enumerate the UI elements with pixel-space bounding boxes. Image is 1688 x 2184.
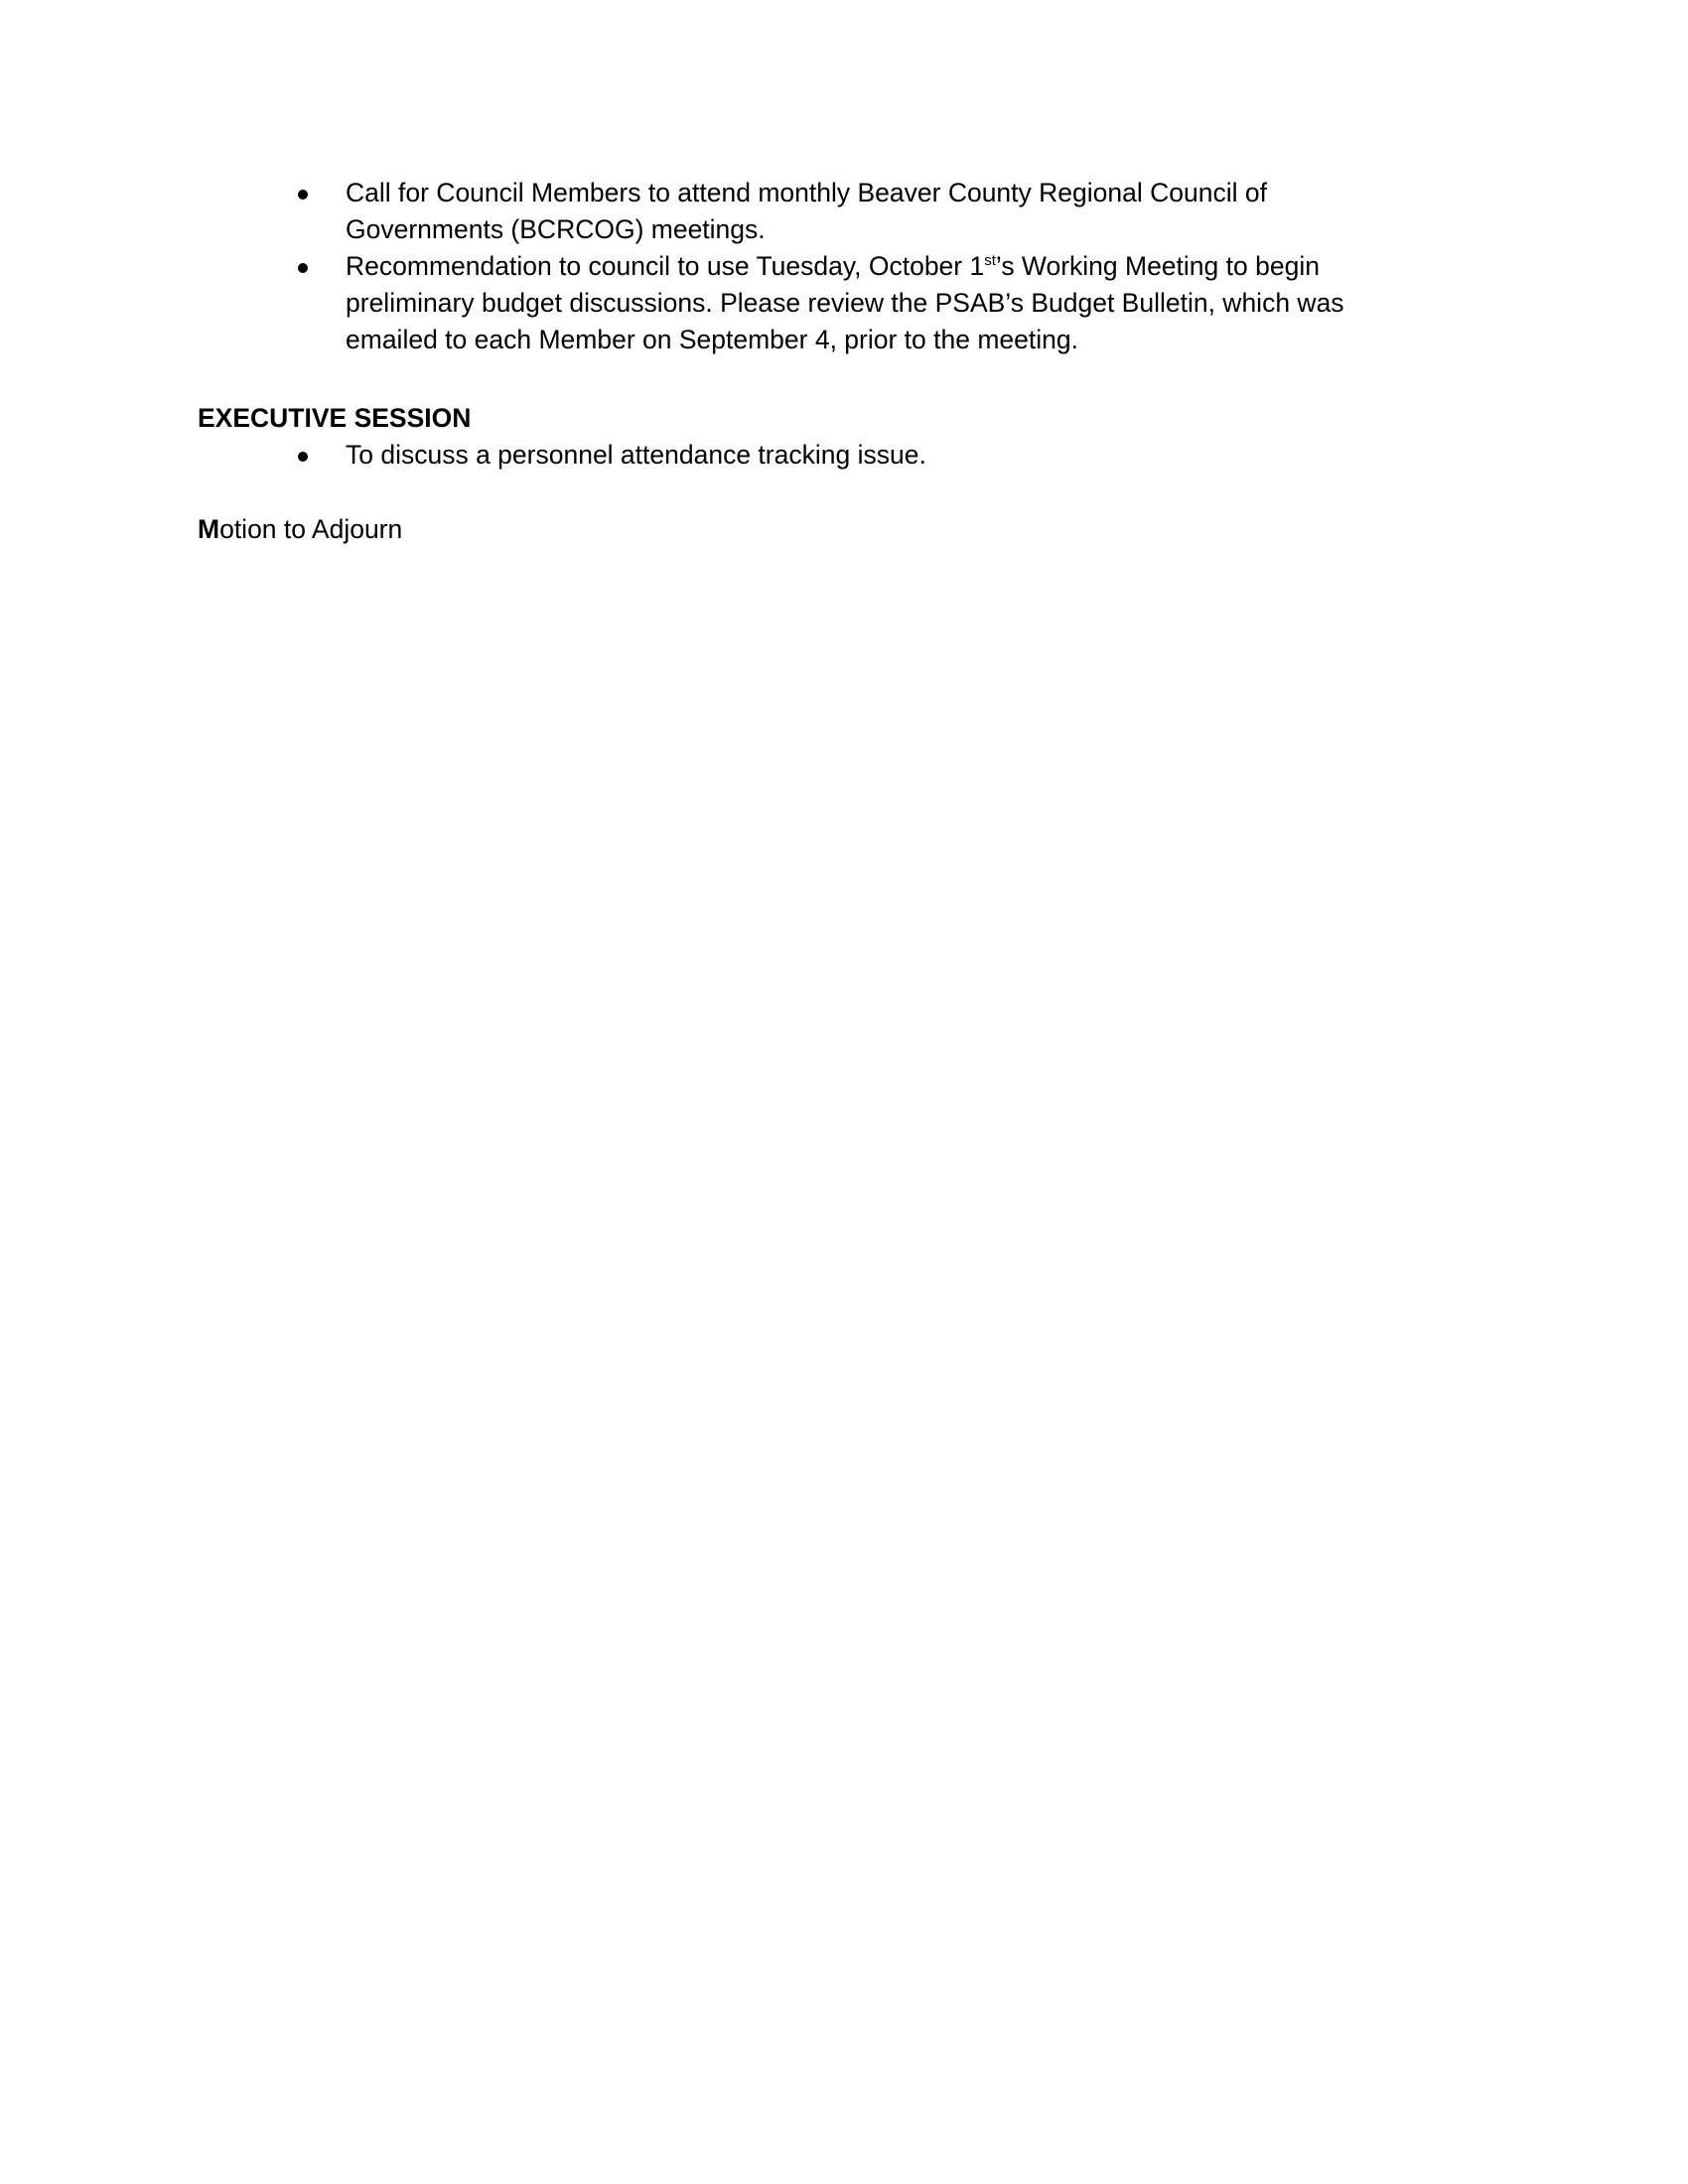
agenda-bullet-list bbox=[298, 175, 1430, 358]
adjourn-first-letter: M bbox=[198, 514, 220, 544]
bullet-text: Call for Council Members to attend monthly Beaver County Regional Council of Governments (BCRCOG) meetings. bbox=[346, 178, 1267, 244]
list-item bbox=[298, 248, 1430, 358]
bullet-icon bbox=[298, 263, 308, 273]
list-item bbox=[298, 175, 1430, 248]
motion-to-adjourn bbox=[198, 511, 402, 548]
bullet-text-part: ’s Working Meeting to begin preliminary budget discussions. Please review the PSAB’s Budget Bulletin, which was emailed to each Member on September 4, prior to the meeting. bbox=[346, 251, 1344, 354]
bullet-icon bbox=[298, 190, 308, 200]
executive-session-bullet-list bbox=[298, 437, 1430, 474]
bullet-icon bbox=[298, 452, 308, 462]
bullet-text-part: Recommendation to council to use Tuesday, October 1 bbox=[346, 251, 985, 281]
executive-session-heading: EXECUTIVE SESSION bbox=[198, 403, 472, 433]
adjourn-text: otion to Adjourn bbox=[219, 514, 403, 544]
ordinal-superscript: st bbox=[984, 252, 996, 270]
bullet-text: To discuss a personnel attendance tracking issue. bbox=[346, 440, 926, 470]
list-item bbox=[298, 437, 1430, 474]
